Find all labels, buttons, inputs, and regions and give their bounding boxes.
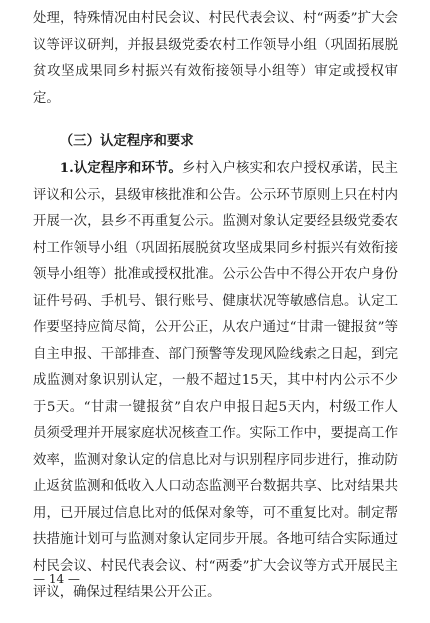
item-1-lead: 1.认定程序和环节。 bbox=[59, 160, 182, 176]
item-1-body: 乡村入户核实和农户授权承诺，民主评议和公示，县级审核批准和公告。公示环节原则上只在村内开展一次，县乡不再重复公示。监测对象认定要经县级党委农村工作领导小组（巩固拓展脱贫攻坚成果同乡村振兴有效衔接领导小组等）批准或授权批准。公示公告中不得公开农户身份证件号码、手机号、银行账号、健康状况等敏感信息。认定工作要坚持应简尽简，公开公正，从农户通过“甘肃一键报贫”等自主申报、干部排查、部门预警等发现风险线索之日起，到完成监测对象识别认定，一般不超过15天，其中村内公示不少于5天。“甘肃一键报贫”自农户申报日起5天内，村级工作人员须受理并开展家庭状况核查工作。实际工作中，要提高工作效率，监测对象认定的信息比对与识别程序同步进行，推动防止返贫监测和低收入人口动态监测平台数据共享、比对结果共用，已开展过信息比对的低保对象等，可不重复比对。制定帮扶措施计划可与监测对象认定同步开展。各地可结合实际通过村民会议、村民代表会议、村“两委”扩大会议等方式开展民主评议，确保过程结果公开公正。 bbox=[33, 161, 398, 600]
paragraph-continued: 处理，特殊情况由村民会议、村民代表会议、村“两委”扩大会议等评议研判，并报县级党委农村工作领导小组（巩固拓展脱贫攻坚成果同乡村振兴有效衔接领导小组等）审定或授权审定。 bbox=[33, 11, 398, 106]
section-heading: （三）认定程序和要求 bbox=[59, 133, 194, 149]
page-number: — 14 — bbox=[33, 572, 80, 586]
item-1-paragraph bbox=[33, 155, 398, 607]
